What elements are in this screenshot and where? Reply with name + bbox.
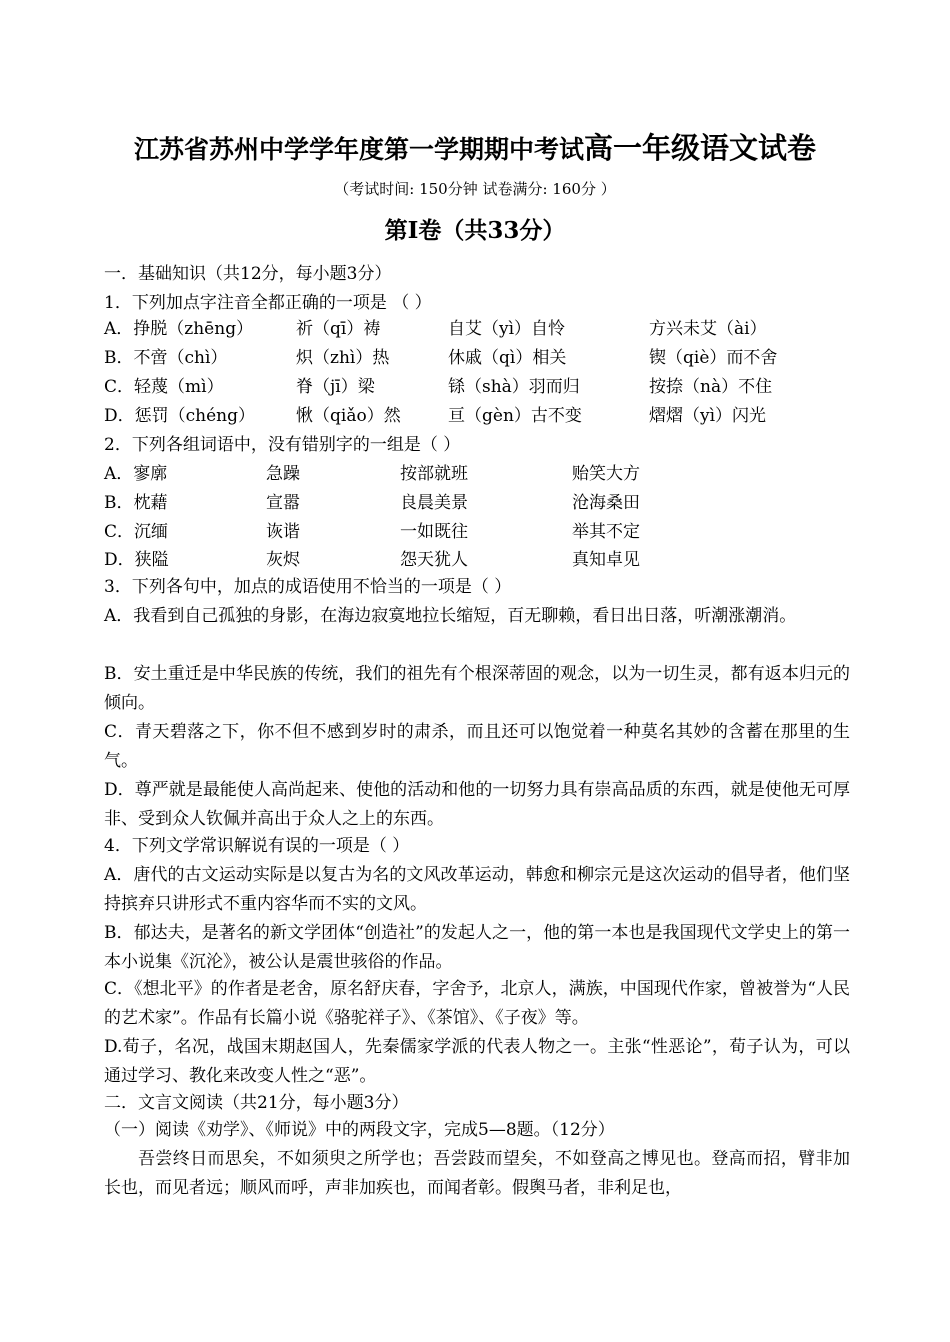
q2-b-item1: B．枕藉	[104, 493, 168, 513]
q3-option-b: B．安土重迁是中华民族的传统，我们的祖先有个根深蒂固的观念，以为一切生灵，都有返本归元的倾向。	[104, 664, 850, 713]
q4-option-a: A．唐代的古文运动实际是以复古为名的文风改革运动，韩愈和柳宗元是这次运动的倡导者，他们坚持摈弃只讲形式不重内容华而不实的文风。	[104, 865, 850, 914]
q1-d-item3: 亘（gèn）古不变	[448, 406, 582, 426]
q1-a-item1: A．挣脱（zhēng）	[104, 319, 254, 339]
q1-stem: 1．下列加点字注音全都正确的一项是 （ ）	[104, 293, 432, 313]
q2-a-item4: 贻笑大方	[572, 464, 640, 484]
q2-a-item1: A．寥廓	[104, 464, 168, 484]
q2-c-item3: 一如既往	[400, 522, 468, 542]
exam-title	[0, 128, 950, 173]
part1-heading: 一．基础知识（共12分，每小题3分）	[104, 264, 392, 284]
part2-subheading: （一）阅读《劝学》、《师说》中的两段文字，完成5—8题。（12分）	[104, 1120, 615, 1140]
exam-subtitle: （考试时间: 150分钟 试卷满分: 160分 ）	[334, 180, 616, 198]
q2-b-item2: 宣嚣	[266, 493, 300, 513]
q1-d-item2: 愀（qiǎo）然	[296, 406, 401, 426]
q2-d-item4: 真知卓见	[572, 550, 640, 570]
q2-a-item3: 按部就班	[400, 464, 468, 484]
q1-a-item2: 祈（qī）祷	[296, 319, 381, 339]
exam-title-part2: 高一年级语文试卷	[584, 131, 817, 165]
exam-title-part1: 江苏省苏州中学学年度第一学期期中考试	[133, 135, 584, 164]
q1-b-item3: 休戚（qì）相关	[448, 348, 567, 368]
q3-option-c: C．青天碧落之下，你不但不感到岁时的肃杀，而且还可以饱觉着一种莫名其妙的含蓄在那里的生气。	[104, 722, 850, 771]
q1-b-item2: 炽（zhì）热	[296, 348, 390, 368]
part2-heading: 二．文言文阅读（共21分，每小题3分）	[104, 1093, 409, 1113]
q2-b-item3: 良晨美景	[400, 493, 468, 513]
q2-c-item2: 诙谐	[266, 522, 300, 542]
q1-d-item4: 熠熠（yì）闪光	[649, 406, 767, 426]
q1-a-item3: 自艾（yì）自怜	[448, 319, 566, 339]
q1-b-item1: B．不啻（chì）	[104, 348, 228, 368]
q1-a-item4: 方兴未艾（ài）	[649, 319, 767, 339]
q3-stem: 3．下列各句中，加点的成语使用不恰当的一项是（ ）	[104, 577, 512, 597]
q2-stem: 2．下列各组词语中，没有错别字的一组是（ ）	[104, 435, 461, 455]
q4-option-b: B．郁达夫，是著名的新文学团体“创造社”的发起人之一，他的第一本也是我国现代文学史上的第一本小说集《沉沦》，被公认是震世骇俗的作品。	[104, 923, 850, 972]
q4-stem: 4．下列文学常识解说有误的一项是（ ）	[104, 836, 410, 856]
q1-d-item1: D．惩罚（chéng）	[104, 406, 255, 426]
q3-option-a: A．我看到自己孤独的身影，在海边寂寞地拉长缩短，百无聊赖，看日出日落，听潮涨潮消。	[104, 606, 797, 626]
q1-b-item4: 锲（qiè）而不舍	[649, 348, 778, 368]
q2-d-item2: 灰烬	[266, 550, 300, 570]
q2-d-item3: 怨天犹人	[400, 550, 468, 570]
classical-passage: 吾尝终日而思矣，不如须臾之所学也；吾尝跂而望矣，不如登高之博见也。登高而招，臂非加长也，而见者远；顺风而呼，声非加疾也，而闻者彰。假舆马者，非利足也，	[104, 1149, 850, 1198]
q4-option-c: C．《想北平》的作者是老舍，原名舒庆春，字舍予，北京人，满族，中国现代作家，曾被誉为“人民的艺术家”。作品有长篇小说《骆驼祥子》、《茶馆》、《子夜》等。	[104, 979, 850, 1028]
q1-c-item2: 脊（jī）梁	[296, 377, 375, 397]
q1-c-item4: 按捺（nà）不住	[649, 377, 773, 397]
q2-c-item1: C．沉缅	[104, 522, 169, 542]
q2-c-item4: 举其不定	[572, 522, 640, 542]
section-heading: 第Ⅰ卷（共33分）	[384, 217, 566, 244]
q4-option-d: D.荀子，名况，战国末期赵国人，先秦儒家学派的代表人物之一。主张“性恶论”，荀子认为，可以通过学习、教化来改变人性之“恶”。	[104, 1037, 850, 1086]
q3-option-d: D．尊严就是最能使人高尚起来、使他的活动和他的一切努力具有崇高品质的东西，就是使他无可厚非、受到众人钦佩并高出于众人之上的东西。	[104, 780, 850, 829]
q1-c-item1: C．轻蔑（mì）	[104, 377, 224, 397]
q1-c-item3: 铩（shà）羽而归	[448, 377, 580, 397]
q2-a-item2: 急躁	[266, 464, 300, 484]
q2-d-item1: D．狭隘	[104, 550, 169, 570]
q2-b-item4: 沧海桑田	[572, 493, 640, 513]
